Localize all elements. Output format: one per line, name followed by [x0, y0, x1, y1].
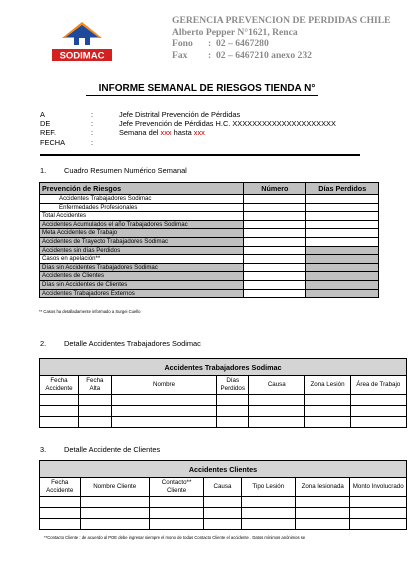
- empty-cell[interactable]: [149, 508, 203, 519]
- table-header-row: [40, 478, 407, 497]
- logo-door: [79, 38, 85, 45]
- table-caption-row: [40, 359, 407, 376]
- empty-cell[interactable]: [217, 395, 249, 406]
- table-row: [40, 255, 379, 264]
- numero-cell[interactable]: [244, 246, 306, 255]
- empty-cell[interactable]: [78, 406, 111, 417]
- empty-cell[interactable]: [149, 497, 203, 508]
- section-3-heading: [40, 445, 160, 454]
- worker-accidents-table: [39, 358, 407, 428]
- empty-cell[interactable]: [305, 395, 350, 406]
- empty-cell[interactable]: [296, 519, 350, 530]
- worker-accidents-body: [40, 395, 407, 428]
- dias-perdidos-cell[interactable]: [306, 263, 379, 272]
- table-footnote: ** Casos ha detalladamente informado a Surgei Cuello: [39, 309, 141, 314]
- empty-cell[interactable]: [249, 417, 305, 428]
- table-row: [40, 195, 379, 204]
- table-row: [40, 246, 379, 255]
- col-header-fecha-accidente: Fecha Accidente: [40, 376, 79, 395]
- empty-cell[interactable]: [111, 417, 217, 428]
- ref-text-2: hasta: [171, 128, 194, 138]
- risk-summary-body: [40, 195, 379, 298]
- memo-colon: :: [91, 110, 94, 119]
- table-header-row: [40, 376, 407, 395]
- phone-label: Fono: [172, 38, 193, 49]
- empty-cell[interactable]: [40, 497, 81, 508]
- col-header-area-trabajo: Área de Trabajo: [350, 376, 406, 395]
- memo-colon: :: [91, 137, 94, 147]
- table-row: [40, 289, 379, 298]
- logo-brand-text: SODIMAC: [59, 50, 105, 62]
- empty-cell[interactable]: [40, 519, 81, 530]
- section-title: Cuadro Resumen Numérico Semanal: [64, 166, 187, 175]
- client-accidents-body: [40, 497, 407, 530]
- numero-cell[interactable]: [244, 203, 306, 212]
- empty-cell[interactable]: [217, 406, 249, 417]
- section-number: 1.: [40, 166, 47, 175]
- client-accidents-table: [39, 460, 407, 530]
- table-footnote: **Contacto Cliente : de acuerdo al POE debe ingresar siempre el mono de todas Contacto Cliente el accidente . Datos mínimos anónimos se: [44, 535, 306, 540]
- dias-perdidos-cell[interactable]: [306, 195, 379, 204]
- table-row: [40, 508, 407, 519]
- numero-cell[interactable]: [244, 212, 306, 221]
- memo-to-value: Jefe Distrital Prevención de Pérdidas: [119, 110, 241, 119]
- col-header-zona-lesion: Zona Lesión: [305, 376, 350, 395]
- table-row: [40, 229, 379, 238]
- memo-to-label: A: [40, 110, 45, 119]
- numero-cell[interactable]: [244, 272, 306, 281]
- col-header-dias-perdidos: Días Perdidos: [217, 376, 249, 395]
- numero-cell[interactable]: [244, 280, 306, 289]
- empty-cell[interactable]: [350, 519, 407, 530]
- memo-colon: :: [91, 119, 94, 129]
- col-header-tipo-lesion: Tipo Lesión: [241, 478, 295, 497]
- section-title: Detalle Accidente de Clientes: [64, 445, 161, 454]
- table-row: [40, 406, 407, 417]
- document-title: INFORME SEMANAL DE RIESGOS TIENDA N°: [98, 83, 316, 94]
- col-header-causa: Causa: [249, 376, 305, 395]
- empty-cell[interactable]: [80, 519, 149, 530]
- col-header-causa: Causa: [204, 478, 241, 497]
- company-info: [172, 15, 391, 61]
- table-caption-row: [40, 461, 407, 478]
- memo-ref-value: [119, 128, 205, 137]
- table-header-row: [40, 183, 379, 195]
- memo-ref-label: REF.: [40, 128, 57, 138]
- empty-cell[interactable]: [296, 497, 350, 508]
- empty-cell[interactable]: [40, 406, 79, 417]
- table-row: [40, 417, 407, 428]
- fax-label: Fax: [172, 49, 188, 61]
- sodimac-logo: [52, 14, 112, 62]
- empty-cell[interactable]: [350, 417, 406, 428]
- empty-cell[interactable]: [305, 406, 350, 417]
- empty-cell[interactable]: [305, 417, 350, 428]
- memo-from-label: DE: [40, 119, 51, 129]
- header-divider: [40, 154, 360, 156]
- dias-perdidos-cell[interactable]: [306, 220, 379, 229]
- numero-cell[interactable]: [244, 229, 306, 238]
- company-fax: Fax : 02 – 6467210 anexo 232: [172, 49, 312, 61]
- row-label: Casos en apelación**: [40, 255, 244, 264]
- section-1-heading: [40, 166, 187, 175]
- col-header-fecha-alta: Fecha Alta: [78, 376, 111, 395]
- empty-cell[interactable]: [217, 417, 249, 428]
- numero-cell[interactable]: [244, 220, 306, 229]
- empty-cell[interactable]: [241, 519, 295, 530]
- table-row: [40, 212, 379, 221]
- dias-perdidos-cell[interactable]: [306, 255, 379, 264]
- company-address: Alberto Pepper N°1621, Renca: [172, 26, 298, 38]
- dias-perdidos-cell[interactable]: [306, 289, 379, 298]
- table-row: [40, 519, 407, 530]
- empty-cell[interactable]: [149, 519, 203, 530]
- col-header-nombre: Nombre: [111, 376, 217, 395]
- col-header-contacto-cliente: Contacto** Cliente: [149, 478, 203, 497]
- memo-colon: :: [91, 128, 94, 138]
- row-label: Accidentes de Trayecto Trabajadores Sodimac: [40, 237, 244, 246]
- section-number: 2.: [40, 339, 47, 348]
- table-caption: Accidentes Trabajadores Sodimac: [40, 359, 407, 376]
- numero-cell[interactable]: [244, 289, 306, 298]
- table-row: [40, 203, 379, 212]
- dias-perdidos-cell[interactable]: [306, 280, 379, 289]
- ref-week-start: xxx: [160, 128, 172, 138]
- row-label: Días sin Accidentes Trabajadores Sodimac: [40, 263, 244, 272]
- dias-perdidos-cell[interactable]: [306, 237, 379, 246]
- empty-cell[interactable]: [111, 406, 217, 417]
- numero-cell[interactable]: [244, 255, 306, 264]
- row-label: Total Accidentes: [40, 212, 244, 221]
- col-header-nombre-cliente: Nombre Cliente: [80, 478, 149, 497]
- empty-cell[interactable]: [204, 519, 241, 530]
- company-phone: Fono : 02 – 6467280: [172, 38, 269, 49]
- row-label: Enfermedades Profesionales: [40, 203, 244, 212]
- empty-cell[interactable]: [80, 497, 149, 508]
- memo-from-value: Jefe Prevención de Pérdidas H.C. XXXXXXXXXXXXXXXXXXXXX: [119, 119, 336, 129]
- empty-cell[interactable]: [78, 395, 111, 406]
- empty-cell[interactable]: [78, 417, 111, 428]
- row-label: Meta Accidentes de Trabajo: [40, 229, 244, 238]
- dias-perdidos-cell[interactable]: [306, 246, 379, 255]
- empty-cell[interactable]: [111, 395, 217, 406]
- empty-cell[interactable]: [241, 497, 295, 508]
- table-row: [40, 280, 379, 289]
- empty-cell[interactable]: [296, 508, 350, 519]
- memo-date-label: FECHA: [40, 137, 66, 147]
- dias-perdidos-cell[interactable]: [306, 203, 379, 212]
- empty-cell[interactable]: [249, 395, 305, 406]
- row-label: Accidentes sin días Perdidos: [40, 246, 244, 255]
- numero-cell[interactable]: [244, 237, 306, 246]
- dias-perdidos-cell[interactable]: [306, 212, 379, 221]
- col-header-prevencion: Prevención de Riesgos: [40, 183, 244, 195]
- section-number: 3.: [40, 445, 47, 454]
- table-row: [40, 497, 407, 508]
- section-2-heading: [40, 339, 201, 348]
- col-header-monto-involucrado: Monto Involucrado: [350, 478, 407, 497]
- empty-cell[interactable]: [204, 508, 241, 519]
- table-row: [40, 237, 379, 246]
- col-header-numero: Número: [244, 183, 306, 195]
- empty-cell[interactable]: [204, 497, 241, 508]
- company-name: GERENCIA PREVENCION DE PERDIDAS CHILE: [172, 15, 391, 26]
- empty-cell[interactable]: [241, 508, 295, 519]
- dias-perdidos-cell[interactable]: [306, 229, 379, 238]
- risk-summary-table: [39, 182, 379, 298]
- row-label: Accidentes Trabajadores Sodimac: [40, 195, 244, 204]
- dias-perdidos-cell[interactable]: [306, 272, 379, 281]
- empty-cell[interactable]: [40, 508, 81, 519]
- row-label: Días sin Accidentes de Clientes: [40, 280, 244, 289]
- col-header-dias-perdidos: Días Perdidos: [306, 183, 379, 195]
- row-label: Accidentes Acumulados el año Trabajadores Sodimac: [40, 220, 244, 229]
- ref-week-end: xxx: [193, 128, 205, 138]
- numero-cell[interactable]: [244, 263, 306, 272]
- table-row: [40, 272, 379, 281]
- col-header-zona-lesionada: Zona lesionada: [296, 478, 350, 497]
- empty-cell[interactable]: [40, 417, 79, 428]
- numero-cell[interactable]: [244, 195, 306, 204]
- empty-cell[interactable]: [350, 497, 407, 508]
- empty-cell[interactable]: [80, 508, 149, 519]
- empty-cell[interactable]: [40, 395, 79, 406]
- table-caption: Accidentes Clientes: [40, 461, 407, 478]
- ref-text-1: Semana del: [119, 128, 161, 138]
- empty-cell[interactable]: [350, 406, 406, 417]
- section-title: Detalle Accidentes Trabajadores Sodimac: [64, 339, 201, 348]
- phone-value: 02 – 6467280: [216, 38, 269, 49]
- table-row: [40, 263, 379, 272]
- table-row: [40, 395, 407, 406]
- empty-cell[interactable]: [249, 406, 305, 417]
- fax-value: 02 – 6467210 anexo 232: [216, 49, 312, 61]
- title-underline: [86, 95, 318, 96]
- col-header-fecha-accidente: Fecha Accidente: [40, 478, 81, 497]
- table-row: [40, 220, 379, 229]
- empty-cell[interactable]: [350, 508, 407, 519]
- row-label: Accidentes Trabajadores Externos: [40, 289, 244, 298]
- row-label: Accidentes de Clientes: [40, 272, 244, 281]
- empty-cell[interactable]: [350, 395, 406, 406]
